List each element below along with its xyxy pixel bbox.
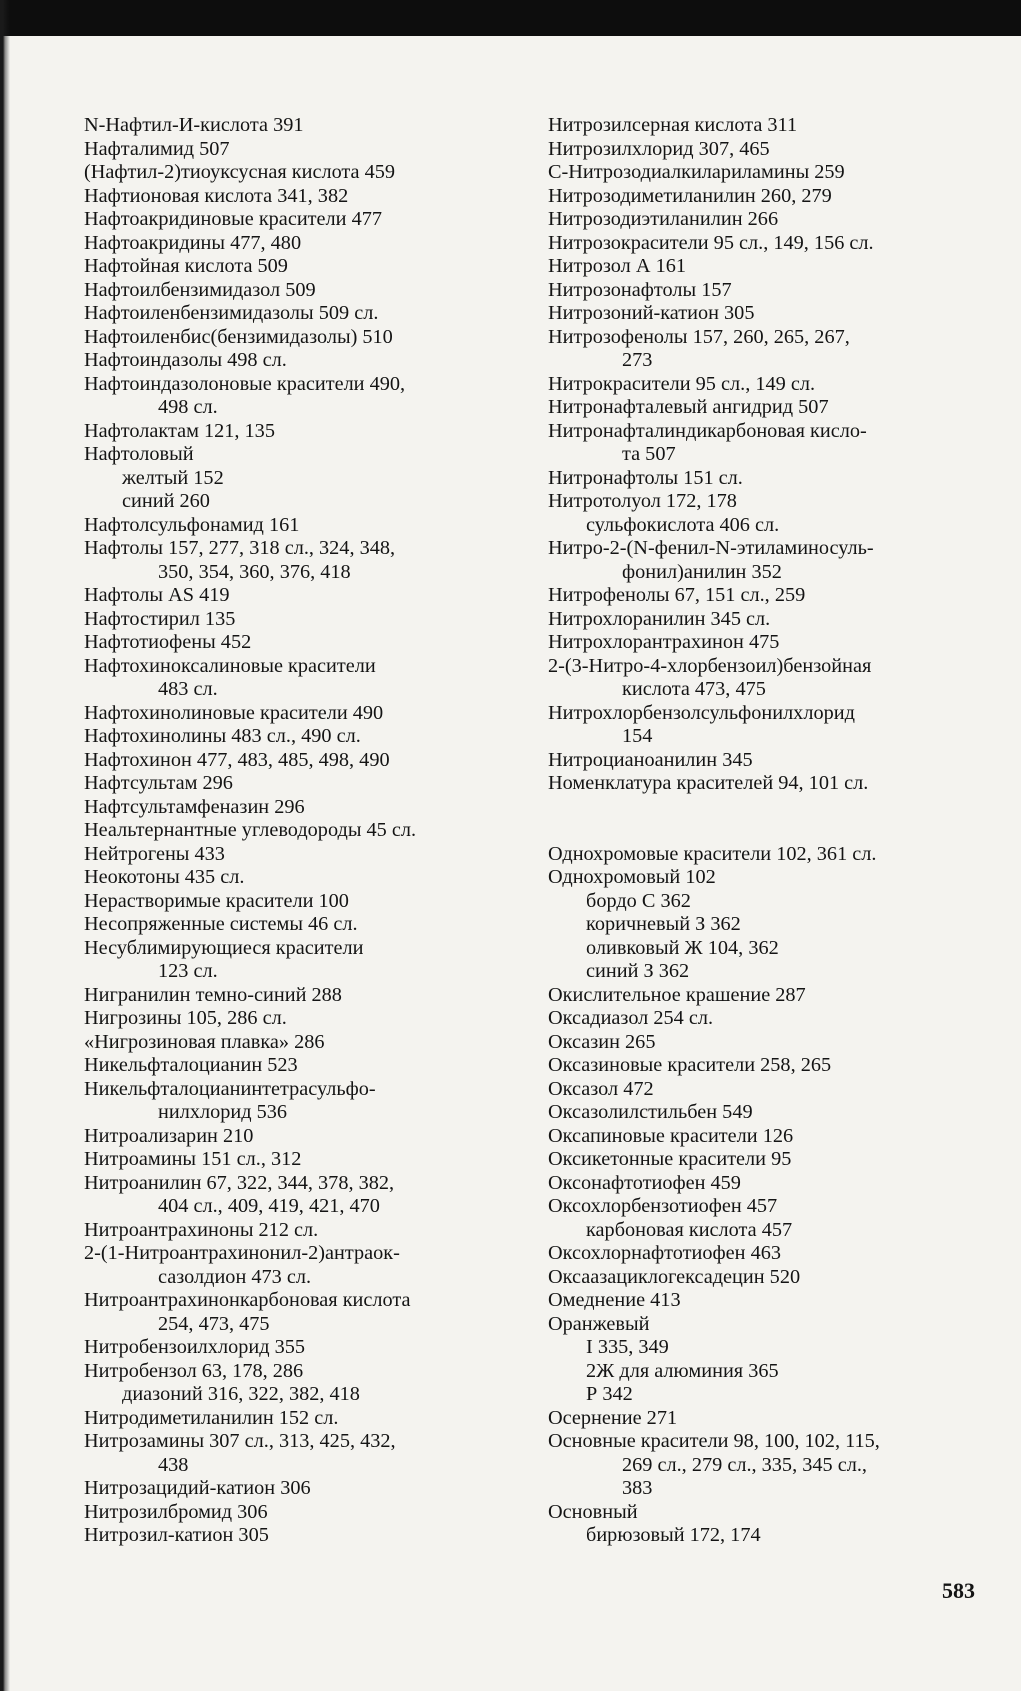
index-entry: Нитрозилсерная кислота 311 [548, 114, 798, 136]
index-entry: Нафтсультамфеназин 296 [84, 795, 305, 818]
index-entry: Нитрозил-катион 305 [84, 1524, 269, 1546]
index-entry: Омеднение 413 [548, 1289, 681, 1311]
index-subentry: 438 [158, 1453, 189, 1476]
index-entry: Номенклатура красителей 94, 101 сл. [548, 772, 869, 794]
index-entry: Нафтохинолины 483 сл., 490 сл. [84, 725, 361, 747]
index-entry: Нитроанилин 67, 322, 344, 378, 382, [84, 1171, 395, 1194]
index-entry: Нитронафталиндикарбоновая кисло- [548, 419, 867, 442]
index-entry: Нафтолы 157, 277, 318 сл., 324, 348, [84, 537, 396, 559]
index-subentry: 254, 473, 475 [158, 1312, 270, 1335]
index-entry: Нитрофенолы 67, 151 сл., 259 [548, 584, 806, 606]
index-entry: Никельфталоцианинтетрасульфо- [84, 1077, 376, 1100]
index-entry: Оксохлорбензотиофен 457 [548, 1195, 778, 1217]
page-number: 583 [942, 1578, 975, 1603]
index-subentry: 123 сл. [158, 960, 218, 982]
index-entry: Нафтоиленбис(бензимидазолы) 510 [84, 325, 393, 348]
index-entry: Окислительное крашение 287 [548, 983, 806, 1006]
index-entry: Нитрохлорбензолсульфонилхлорид [548, 701, 855, 724]
index-entry: Оксазол 472 [548, 1077, 654, 1100]
index-subentry: 350, 354, 360, 376, 418 [158, 560, 351, 583]
index-entry: Несопряженные системы 46 сл. [84, 913, 358, 935]
index-entry: 2-(3-Нитро-4-хлорбензоил)бензойная [548, 654, 872, 677]
index-subentry: сульфокислота 406 сл. [586, 513, 780, 536]
index-entry: Нитроцианоанилин 345 [548, 748, 753, 771]
index-entry: Оксохлорнафтотиофен 463 [548, 1242, 781, 1264]
index-entry: N-Нафтил-И-кислота 391 [84, 114, 304, 136]
index-entry: Нафтотиофены 452 [84, 631, 252, 653]
index-entry: 2-(1-Нитроантрахинонил-2)антраок- [84, 1242, 400, 1264]
index-entry: Нитроамины 151 сл., 312 [84, 1148, 302, 1170]
index-entry: Нафтолы AS 419 [84, 584, 230, 606]
index-entry: Нафтоакридины 477, 480 [84, 231, 302, 254]
index-column-right [548, 114, 978, 1548]
index-subentry: I 335, 349 [586, 1336, 669, 1358]
index-entry: Нитрозонафтолы 157 [548, 278, 732, 301]
index-entry: Нитронафталевый ангидрид 507 [548, 396, 829, 418]
index-entry: Нитрозодиэтиланилин 266 [548, 208, 779, 230]
index-entry: Нитроантрахиноны 212 сл. [84, 1218, 319, 1241]
index-entry: Нафтсультам 296 [84, 772, 233, 794]
index-entry: Нитроализарин 210 [84, 1124, 254, 1147]
index-entry: Нафтоилбензимидазол 509 [84, 278, 316, 301]
index-subentry: синий З 362 [586, 960, 690, 982]
scan-left-edge [0, 0, 10, 1691]
index-entry: Нитротолуол 172, 178 [548, 490, 737, 512]
index-entry: Нитрозодиметиланилин 260, 279 [548, 184, 832, 207]
index-entry: Нафтойная кислота 509 [84, 255, 288, 277]
index-entry: Нитробензоилхлорид 355 [84, 1336, 306, 1358]
index-entry: Нитрозоний-катион 305 [548, 302, 755, 324]
index-entry: Оксаазациклогексадецин 520 [548, 1265, 801, 1288]
index-entry: Нафтолактам 121, 135 [84, 419, 275, 442]
index-subentry: фонил)анилин 352 [622, 560, 782, 583]
index-subentry: 383 [622, 1477, 653, 1499]
index-entry: Нафтохинолиновые красители 490 [84, 701, 384, 724]
index-column-left [84, 114, 516, 1548]
index-entry: Нитрохлорантрахинон 475 [548, 631, 780, 653]
index-entry: Оксазин 265 [548, 1030, 656, 1053]
index-entry: Нитрохлоранилин 345 сл. [548, 607, 771, 630]
index-entry: «Нигрозиновая плавка» 286 [84, 1030, 325, 1053]
index-entry: Оксазиновые красители 258, 265 [548, 1054, 832, 1076]
index-subentry: 404 сл., 409, 419, 421, 470 [158, 1195, 380, 1217]
index-entry: (Нафтил-2)тиоуксусная кислота 459 [84, 161, 396, 183]
index-subentry: желтый 152 [122, 466, 224, 489]
index-entry: Нафталимид 507 [84, 137, 230, 160]
index-entry: Нафтоиндазолы 498 сл. [84, 349, 287, 371]
index-entry: Оксикетонные красители 95 [548, 1148, 792, 1170]
index-subentry: 154 [622, 725, 653, 747]
index-entry: Нафтоакридиновые красители 477 [84, 208, 382, 230]
index-entry: Нитрозол А 161 [548, 255, 686, 277]
index-entry: Несублимирующиеся красители [84, 936, 364, 959]
index-subentry: та 507 [622, 443, 676, 465]
index-entry: Нитродиметиланилин 152 сл. [84, 1406, 339, 1429]
index-subentry: 269 сл., 279 сл., 335, 345 сл., [622, 1453, 867, 1476]
index-entry: Неальтернантные углеводороды 45 сл. [84, 819, 417, 841]
index-entry: Нафтоиленбензимидазолы 509 сл. [84, 302, 379, 324]
index-entry: Оксадиазол 254 сл. [548, 1007, 714, 1029]
index-entry: Нитрозофенолы 157, 260, 265, 267, [548, 325, 850, 348]
index-entry: Нафтоиндазолоновые красители 490, [84, 372, 406, 395]
index-entry: Нигранилин темно-синий 288 [84, 983, 342, 1006]
index-subentry: оливковый Ж 104, 362 [586, 936, 779, 959]
index-entry: Однохромовый 102 [548, 866, 716, 888]
index-entry: Нафтохиноксалиновые красители [84, 654, 376, 677]
index-entry: Нитрозокрасители 95 сл., 149, 156 сл. [548, 231, 874, 254]
index-subentry: синий 260 [122, 490, 210, 512]
index-subentry: бордо С 362 [586, 889, 691, 912]
index-subentry: бирюзовый 172, 174 [586, 1524, 761, 1546]
index-entry: Никельфталоцианин 523 [84, 1054, 298, 1076]
index-entry: Нафтохинон 477, 483, 485, 498, 490 [84, 748, 390, 771]
index-subentry: Р 342 [586, 1383, 633, 1405]
index-entry: Основные красители 98, 100, 102, 115, [548, 1430, 880, 1452]
index-entry: Осернение 271 [548, 1406, 678, 1429]
index-entry: Нитрозацидий-катион 306 [84, 1477, 311, 1499]
index-entry: Нитробензол 63, 178, 286 [84, 1359, 304, 1382]
index-subentry: 273 [622, 349, 653, 371]
index-entry: Нафтолсульфонамид 161 [84, 513, 300, 536]
index-entry: Нитрозамины 307 сл., 313, 425, 432, [84, 1430, 396, 1452]
index-entry: Нерастворимые красители 100 [84, 889, 349, 912]
index-entry: Нитроантрахинонкарбоновая кислота [84, 1289, 411, 1311]
index-entry: Неокотоны 435 сл. [84, 866, 245, 888]
index-subentry: нилхлорид 536 [158, 1101, 288, 1123]
index-entry: Нитрозилбромид 306 [84, 1500, 268, 1523]
index-subentry: 483 сл. [158, 678, 218, 700]
index-subentry: сазолдион 473 сл. [158, 1265, 312, 1288]
index-entry: Нитрозилхлорид 307, 465 [548, 137, 770, 160]
index-entry: Нитронафтолы 151 сл. [548, 466, 743, 489]
index-subentry: 2Ж для алюминия 365 [586, 1359, 779, 1382]
index-subentry: 498 сл. [158, 396, 218, 418]
index-entry: Оранжевый [548, 1312, 650, 1335]
index-entry: Нигрозины 105, 286 сл. [84, 1007, 287, 1029]
section-gap [548, 796, 978, 843]
index-entry: Оксонафтотиофен 459 [548, 1171, 741, 1194]
index-entry: Нафтостирил 135 [84, 607, 236, 630]
index-entry: С-Нитрозодиалкилариламины 259 [548, 161, 845, 183]
index-subentry: диазоний 316, 322, 382, 418 [122, 1383, 360, 1405]
index-entry: Оксапиновые красители 126 [548, 1124, 794, 1147]
index-entry: Нафтоловый [84, 443, 194, 465]
index-entry: Нафтионовая кислота 341, 382 [84, 184, 349, 207]
index-subentry: карбоновая кислота 457 [586, 1218, 793, 1241]
index-entry: Оксазолилстильбен 549 [548, 1101, 753, 1123]
index-entry: Однохромовые красители 102, 361 сл. [548, 842, 877, 865]
index-subentry: кислота 473, 475 [622, 678, 766, 700]
index-entry: Нейтрогены 433 [84, 842, 225, 865]
index-subentry: коричневый З 362 [586, 913, 741, 935]
index-entry: Нитро-2-(N-фенил-N-этиламиносуль- [548, 537, 874, 559]
index-entry: Нитрокрасители 95 сл., 149 сл. [548, 372, 816, 395]
scan-top-border [0, 0, 1021, 36]
index-entry: Основный [548, 1500, 638, 1523]
